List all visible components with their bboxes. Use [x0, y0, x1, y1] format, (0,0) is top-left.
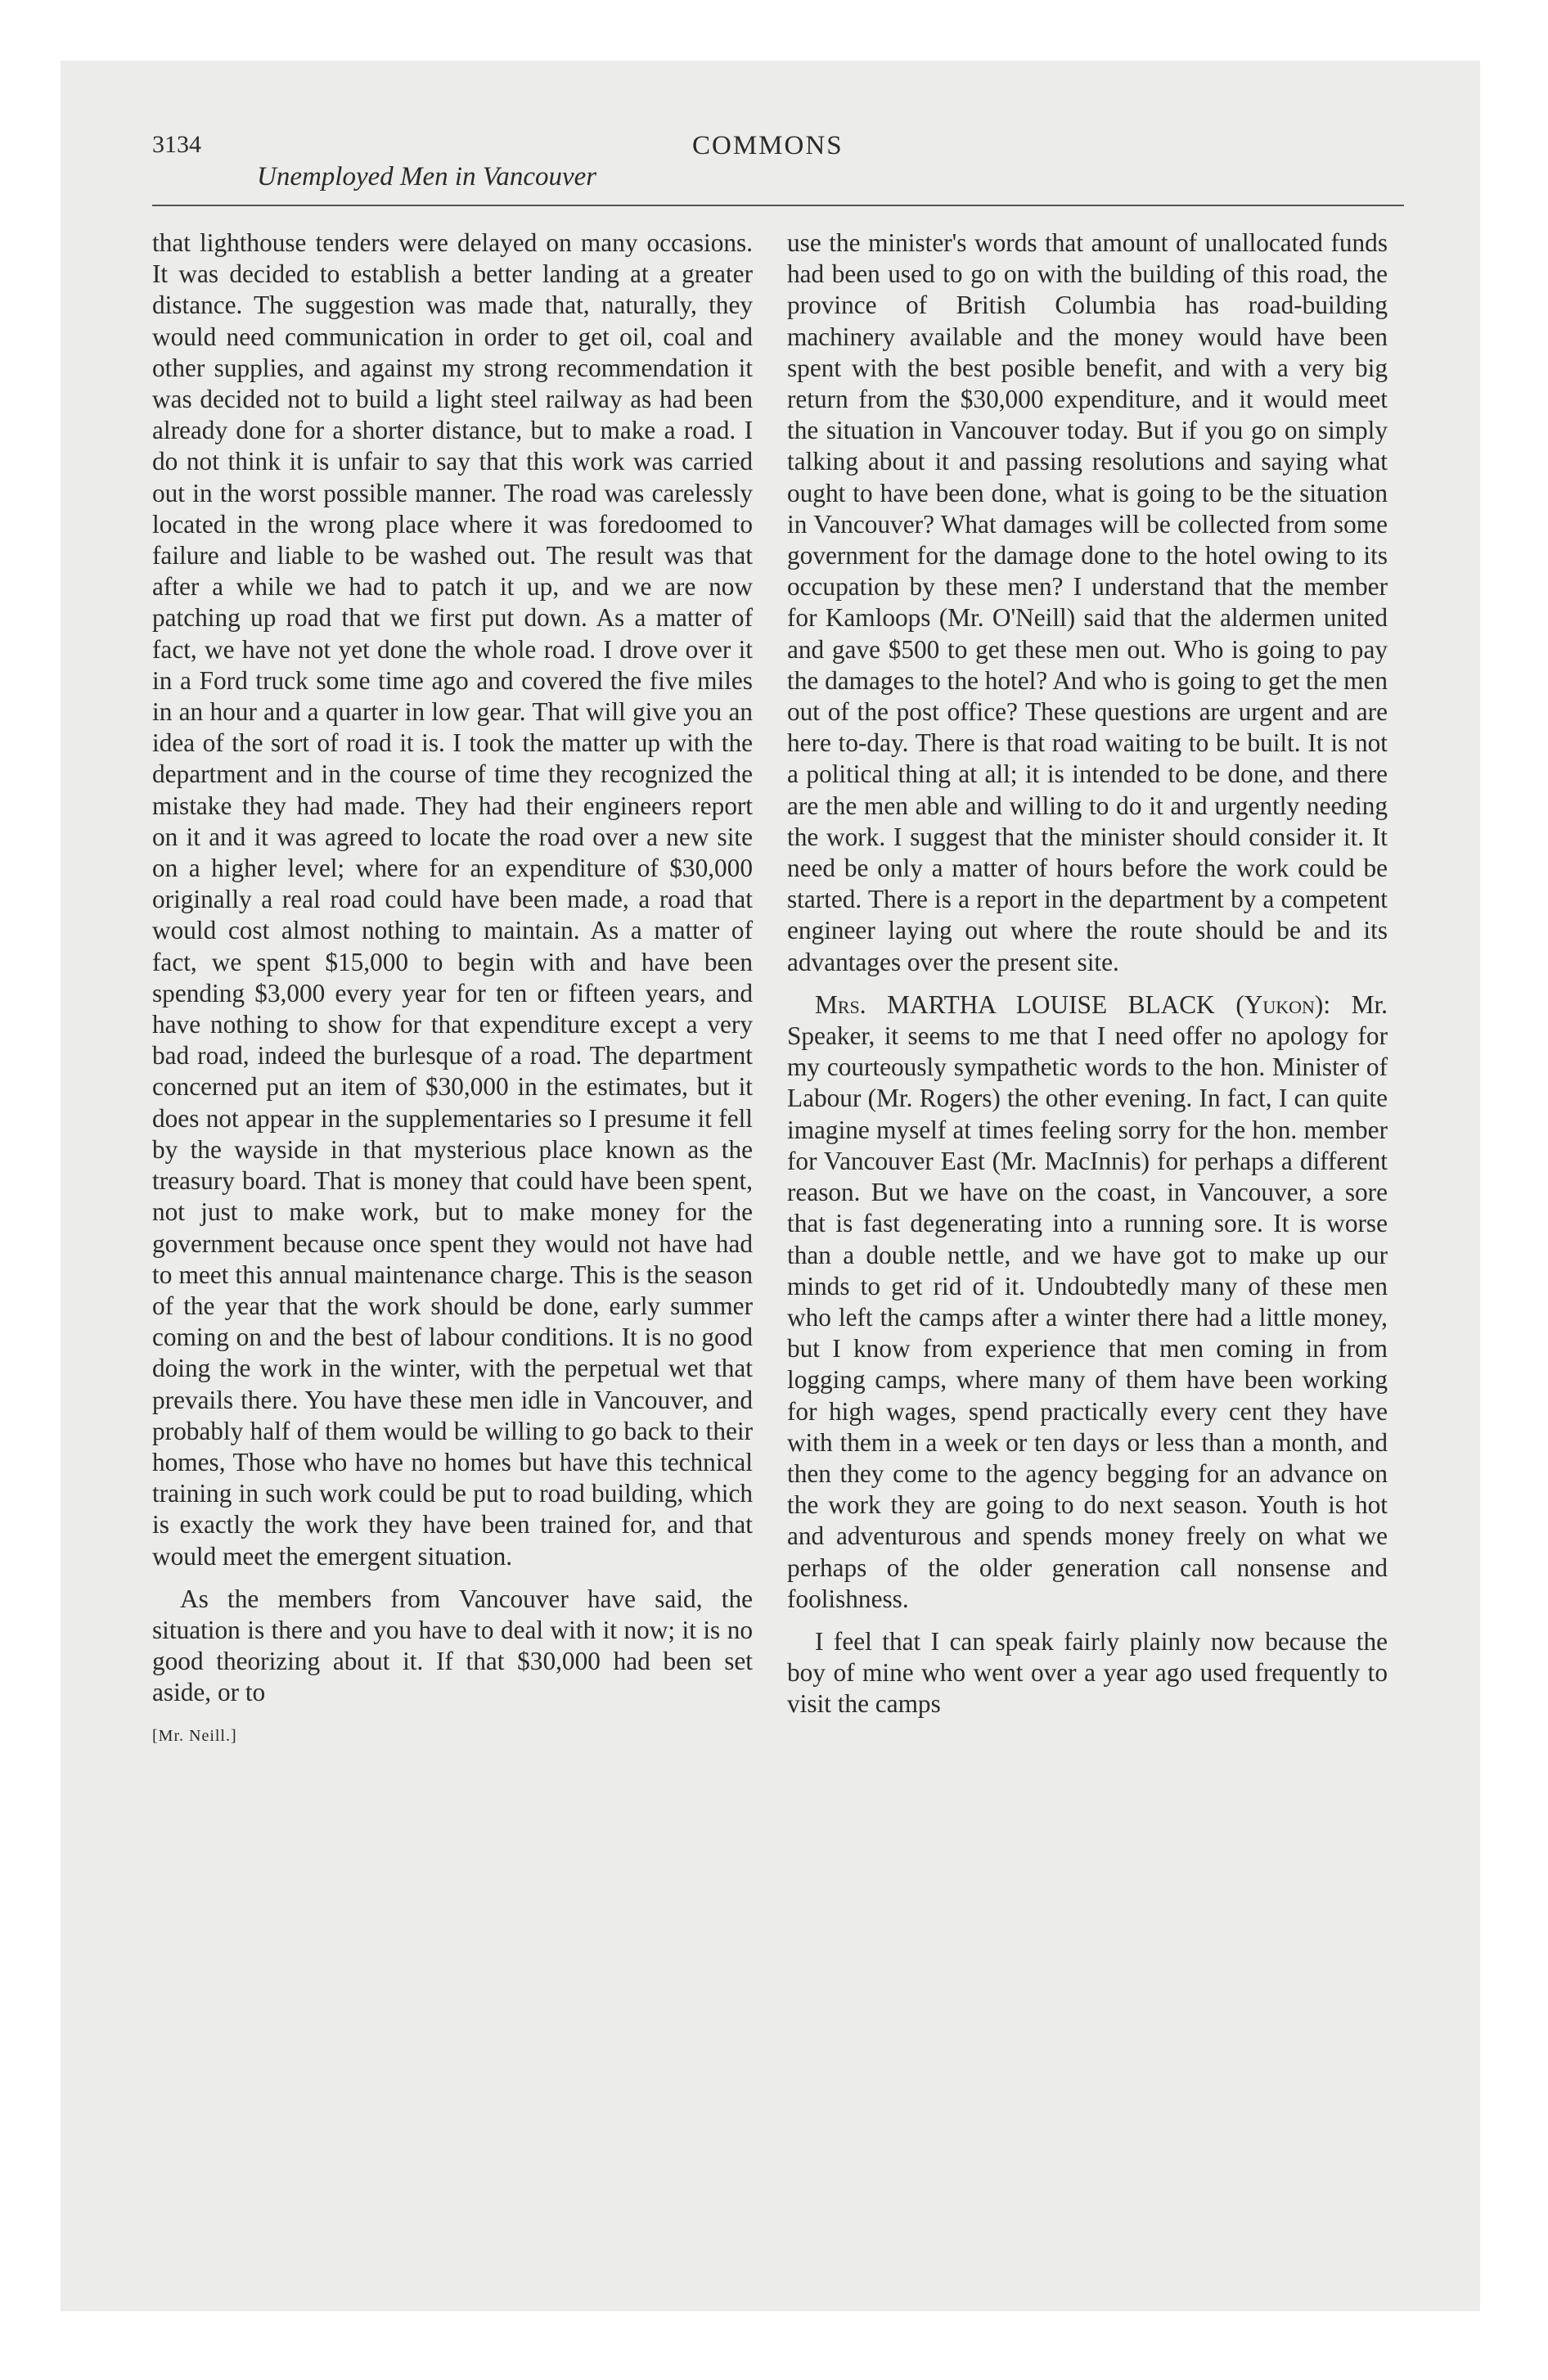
- running-title: Unemployed Men in Vancouver: [257, 162, 597, 192]
- left-column: [152, 228, 753, 1751]
- speech-text-1: Mr. Speaker, it seems to me that I need offer no apology for my courteously sympathetic words to the hon. Minister of Labour (Mr. Rogers) the other evening. In fact, I can quite imagine myself at times feeling sorry for the hon. member for Vancouver East (Mr. MacInnis) for perhaps a different reason. But we have on the coast, in Vancouver, a sore that is fast degenerating into a running sore. It is worse than a double nettle, and we have got to make up our minds to get rid of it. Undoubtedly many of these men who left the camps after a winter there had a little money, but I know from experience that men coming in from logging camps, where many of them have been working for high wages, spend practically every cent they have with them in a week or ten days or less than a month, and then they come to the agency begging for an advance on the work they are going to do next season. Youth is hot and adventurous and spends money freely on what we perhaps of the older generation call nonsense and foolishness.: [787, 989, 1388, 1613]
- hansard-page: [152, 123, 1404, 2120]
- speaker-name: Mrs. MARTHA LOUISE BLACK (Yukon):: [815, 989, 1331, 1019]
- header-rule: [152, 205, 1404, 206]
- right-paragraph-1: use the minister's words that amount of unallocated funds had been used to go on with the building of this road, the province of British Columbia has road-building machinery available and the money would have been spent with the best posible benefit, and with a very big return from the $30,000 expenditure, and it would meet the situation in Vancouver today. But if you go on simply talking about it and passing resolutions and saying what ought to have been done, what is going to be the situation in Vancouver? What damages will be collected from some government for the damage done to the hotel owing to its occupation by these men? I understand that the member for Kamloops (Mr. O'Neill) said that the aldermen united and gave $500 to get these men out. Who is going to pay the damages to the hotel? And who is going to get the men out of the post office? These questions are urgent and are here to-day. There is that road waiting to be built. It is not a political thing at all; it is intended to be done, and there are the men able and willing to do it and urgently needing the work. I suggest that the minister should consider it. It need be only a matter of hours before the work could be started. There is a report in the department by a competent engineer laying out where the route should be and its advantages over the present site.: [787, 228, 1388, 976]
- left-paragraph-1: that lighthouse tenders were delayed on many occasions. It was decided to establish a better landing at a greater distance. The suggestion was made that, naturally, they would need communication in order to get oil, coal and other supplies, and against my strong recommendation it was decided not to build a light steel railway as had been already done for a shorter distance, but to make a road. I do not think it is unfair to say that this work was carried out in the worst possible manner. The road was carelessly located in the wrong place where it was foredoomed to failure and liable to be washed out. The result was that after a while we had to patch it up, and we are now patching up road that we first put down. As a matter of fact, we have not yet done the whole road. I drove over it in a Ford truck some time ago and covered the five miles in an hour and a quarter in low gear. That will give you an idea of the sort of road it is. I took the matter up with the department and in the course of time they recognized the mistake they had made. They had their engineers report on it and it was agreed to locate the road over a new site on a higher level; where for an expenditure of $30,000 originally a real road could have been made, a road that would cost almost nothing to maintain. As a matter of fact, we spent $15,000 to begin with and have been spending $3,000 every year for ten or fifteen years, and have nothing to show for that expenditure except a very bad road, indeed the burlesque of a road. The department concerned put an item of $30,000 in the estimates, but it does not appear in the supplementaries so I presume it fell by the wayside in that mysterious place known as the treasury board. That is money that could have been spent, not just to make work, but to make money for the government because once spent they would not have had to meet this annual maintenance charge. This is the season of the year that the work should be done, early summer coming on and the best of labour conditions. It is no good doing the work in the winter, with the perpetual wet that prevails there. You have these men idle in Vancouver, and probably half of them would be willing to go back to their homes, Those who have no homes but have this technical training in such work could be put to road building, which is exactly the work they have been trained for, and that would meet the emergent situation.: [152, 228, 753, 1571]
- page-header: [152, 123, 1404, 213]
- chamber-title: COMMONS: [692, 131, 844, 160]
- left-paragraph-2: As the members from Vancouver have said, the situation is there and you have to deal with it now; it is no good theorizing about it. If that $30,000 had been set aside, or to: [152, 1584, 753, 1707]
- speech-paragraph-2: I feel that I can speak fairly plainly now because the boy of mine who went over a year ago used frequently to visit the camps: [787, 1626, 1388, 1719]
- page-number: 3134: [152, 131, 201, 158]
- right-column: [787, 228, 1388, 1732]
- speech-paragraph-1: [787, 989, 1388, 1615]
- speaker-footer-label: [Mr. Neill.]: [152, 1726, 237, 1745]
